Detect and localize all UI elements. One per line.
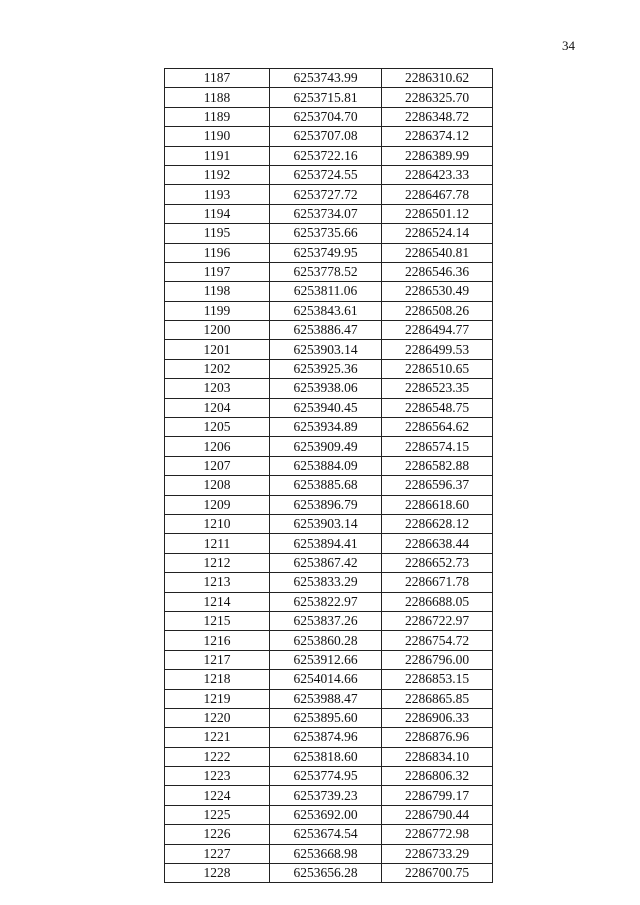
x-coordinate-cell: 6253707.08 [270, 127, 382, 146]
point-number-cell: 1190 [165, 127, 270, 146]
table-row [165, 146, 493, 165]
y-coordinate-cell: 2286906.33 [382, 708, 493, 727]
y-coordinate-cell: 2286799.17 [382, 786, 493, 805]
y-coordinate-cell: 2286688.05 [382, 592, 493, 611]
table-row [165, 476, 493, 495]
table-row [165, 418, 493, 437]
y-coordinate-cell: 2286548.75 [382, 398, 493, 417]
x-coordinate-cell: 6253895.60 [270, 708, 382, 727]
point-number-cell: 1225 [165, 805, 270, 824]
y-coordinate-cell: 2286722.97 [382, 611, 493, 630]
x-coordinate-cell: 6253896.79 [270, 495, 382, 514]
x-coordinate-cell: 6253743.99 [270, 69, 382, 88]
point-number-cell: 1218 [165, 670, 270, 689]
point-number-cell: 1196 [165, 243, 270, 262]
x-coordinate-cell: 6253668.98 [270, 844, 382, 863]
point-number-cell: 1187 [165, 69, 270, 88]
table-row [165, 631, 493, 650]
x-coordinate-cell: 6253885.68 [270, 476, 382, 495]
x-coordinate-cell: 6253818.60 [270, 747, 382, 766]
point-number-cell: 1213 [165, 573, 270, 592]
table-row [165, 379, 493, 398]
table-row [165, 165, 493, 184]
table-row [165, 262, 493, 281]
point-number-cell: 1197 [165, 262, 270, 281]
y-coordinate-cell: 2286618.60 [382, 495, 493, 514]
point-number-cell: 1223 [165, 767, 270, 786]
table-row [165, 728, 493, 747]
x-coordinate-cell: 6253724.55 [270, 165, 382, 184]
table-row [165, 708, 493, 727]
table-row [165, 204, 493, 223]
x-coordinate-cell: 6253822.97 [270, 592, 382, 611]
x-coordinate-cell: 6253715.81 [270, 88, 382, 107]
table-row [165, 747, 493, 766]
x-coordinate-cell: 6253722.16 [270, 146, 382, 165]
coordinates-table-body [165, 69, 493, 883]
table-row [165, 805, 493, 824]
x-coordinate-cell: 6253909.49 [270, 437, 382, 456]
point-number-cell: 1203 [165, 379, 270, 398]
x-coordinate-cell: 6253735.66 [270, 224, 382, 243]
point-number-cell: 1220 [165, 708, 270, 727]
y-coordinate-cell: 2286596.37 [382, 476, 493, 495]
point-number-cell: 1198 [165, 282, 270, 301]
table-row [165, 185, 493, 204]
x-coordinate-cell: 6253912.66 [270, 650, 382, 669]
y-coordinate-cell: 2286564.62 [382, 418, 493, 437]
y-coordinate-cell: 2286652.73 [382, 553, 493, 572]
point-number-cell: 1189 [165, 107, 270, 126]
point-number-cell: 1212 [165, 553, 270, 572]
y-coordinate-cell: 2286389.99 [382, 146, 493, 165]
point-number-cell: 1209 [165, 495, 270, 514]
table-row [165, 359, 493, 378]
y-coordinate-cell: 2286523.35 [382, 379, 493, 398]
x-coordinate-cell: 6253811.06 [270, 282, 382, 301]
table-row [165, 534, 493, 553]
x-coordinate-cell: 6253843.61 [270, 301, 382, 320]
y-coordinate-cell: 2286865.85 [382, 689, 493, 708]
table-row [165, 689, 493, 708]
y-coordinate-cell: 2286499.53 [382, 340, 493, 359]
x-coordinate-cell: 6253656.28 [270, 864, 382, 883]
table-row [165, 340, 493, 359]
table-row [165, 301, 493, 320]
point-number-cell: 1207 [165, 456, 270, 475]
point-number-cell: 1224 [165, 786, 270, 805]
point-number-cell: 1193 [165, 185, 270, 204]
table-row [165, 553, 493, 572]
point-number-cell: 1200 [165, 321, 270, 340]
x-coordinate-cell: 6254014.66 [270, 670, 382, 689]
x-coordinate-cell: 6253739.23 [270, 786, 382, 805]
y-coordinate-cell: 2286638.44 [382, 534, 493, 553]
x-coordinate-cell: 6253692.00 [270, 805, 382, 824]
x-coordinate-cell: 6253940.45 [270, 398, 382, 417]
point-number-cell: 1201 [165, 340, 270, 359]
y-coordinate-cell: 2286834.10 [382, 747, 493, 766]
y-coordinate-cell: 2286510.65 [382, 359, 493, 378]
table-row [165, 611, 493, 630]
y-coordinate-cell: 2286467.78 [382, 185, 493, 204]
coordinates-table [164, 68, 493, 883]
y-coordinate-cell: 2286671.78 [382, 573, 493, 592]
table-row [165, 592, 493, 611]
y-coordinate-cell: 2286790.44 [382, 805, 493, 824]
y-coordinate-cell: 2286806.32 [382, 767, 493, 786]
point-number-cell: 1210 [165, 514, 270, 533]
y-coordinate-cell: 2286524.14 [382, 224, 493, 243]
y-coordinate-cell: 2286876.96 [382, 728, 493, 747]
point-number-cell: 1216 [165, 631, 270, 650]
point-number-cell: 1188 [165, 88, 270, 107]
x-coordinate-cell: 6253833.29 [270, 573, 382, 592]
point-number-cell: 1215 [165, 611, 270, 630]
x-coordinate-cell: 6253727.72 [270, 185, 382, 204]
y-coordinate-cell: 2286501.12 [382, 204, 493, 223]
point-number-cell: 1217 [165, 650, 270, 669]
y-coordinate-cell: 2286310.62 [382, 69, 493, 88]
table-row [165, 88, 493, 107]
y-coordinate-cell: 2286628.12 [382, 514, 493, 533]
table-row [165, 321, 493, 340]
y-coordinate-cell: 2286494.77 [382, 321, 493, 340]
table-row [165, 224, 493, 243]
x-coordinate-cell: 6253749.95 [270, 243, 382, 262]
table-row [165, 767, 493, 786]
x-coordinate-cell: 6253704.70 [270, 107, 382, 126]
table-row [165, 650, 493, 669]
table-row [165, 495, 493, 514]
point-number-cell: 1219 [165, 689, 270, 708]
x-coordinate-cell: 6253884.09 [270, 456, 382, 475]
y-coordinate-cell: 2286574.15 [382, 437, 493, 456]
table-row [165, 786, 493, 805]
point-number-cell: 1208 [165, 476, 270, 495]
table-row [165, 107, 493, 126]
y-coordinate-cell: 2286423.33 [382, 165, 493, 184]
y-coordinate-cell: 2286540.81 [382, 243, 493, 262]
table-row [165, 456, 493, 475]
point-number-cell: 1221 [165, 728, 270, 747]
table-row [165, 127, 493, 146]
y-coordinate-cell: 2286348.72 [382, 107, 493, 126]
x-coordinate-cell: 6253867.42 [270, 553, 382, 572]
point-number-cell: 1199 [165, 301, 270, 320]
table-row [165, 864, 493, 883]
x-coordinate-cell: 6253988.47 [270, 689, 382, 708]
x-coordinate-cell: 6253894.41 [270, 534, 382, 553]
table-row [165, 514, 493, 533]
table-row [165, 437, 493, 456]
x-coordinate-cell: 6253860.28 [270, 631, 382, 650]
point-number-cell: 1228 [165, 864, 270, 883]
x-coordinate-cell: 6253837.26 [270, 611, 382, 630]
x-coordinate-cell: 6253774.95 [270, 767, 382, 786]
point-number-cell: 1211 [165, 534, 270, 553]
y-coordinate-cell: 2286530.49 [382, 282, 493, 301]
point-number-cell: 1191 [165, 146, 270, 165]
point-number-cell: 1206 [165, 437, 270, 456]
table-row [165, 825, 493, 844]
point-number-cell: 1194 [165, 204, 270, 223]
table-row [165, 670, 493, 689]
y-coordinate-cell: 2286325.70 [382, 88, 493, 107]
x-coordinate-cell: 6253938.06 [270, 379, 382, 398]
point-number-cell: 1226 [165, 825, 270, 844]
point-number-cell: 1222 [165, 747, 270, 766]
page-number: 34 [562, 38, 575, 53]
table-row [165, 282, 493, 301]
y-coordinate-cell: 2286772.98 [382, 825, 493, 844]
y-coordinate-cell: 2286582.88 [382, 456, 493, 475]
y-coordinate-cell: 2286546.36 [382, 262, 493, 281]
y-coordinate-cell: 2286508.26 [382, 301, 493, 320]
table-row [165, 243, 493, 262]
x-coordinate-cell: 6253778.52 [270, 262, 382, 281]
point-number-cell: 1214 [165, 592, 270, 611]
y-coordinate-cell: 2286700.75 [382, 864, 493, 883]
table-row [165, 844, 493, 863]
x-coordinate-cell: 6253674.54 [270, 825, 382, 844]
y-coordinate-cell: 2286754.72 [382, 631, 493, 650]
x-coordinate-cell: 6253886.47 [270, 321, 382, 340]
point-number-cell: 1205 [165, 418, 270, 437]
x-coordinate-cell: 6253874.96 [270, 728, 382, 747]
y-coordinate-cell: 2286853.15 [382, 670, 493, 689]
y-coordinate-cell: 2286796.00 [382, 650, 493, 669]
x-coordinate-cell: 6253934.89 [270, 418, 382, 437]
point-number-cell: 1192 [165, 165, 270, 184]
x-coordinate-cell: 6253903.14 [270, 340, 382, 359]
y-coordinate-cell: 2286733.29 [382, 844, 493, 863]
point-number-cell: 1204 [165, 398, 270, 417]
point-number-cell: 1195 [165, 224, 270, 243]
x-coordinate-cell: 6253734.07 [270, 204, 382, 223]
x-coordinate-cell: 6253925.36 [270, 359, 382, 378]
x-coordinate-cell: 6253903.14 [270, 514, 382, 533]
table-row [165, 398, 493, 417]
point-number-cell: 1202 [165, 359, 270, 378]
y-coordinate-cell: 2286374.12 [382, 127, 493, 146]
point-number-cell: 1227 [165, 844, 270, 863]
table-row [165, 573, 493, 592]
table-row [165, 69, 493, 88]
